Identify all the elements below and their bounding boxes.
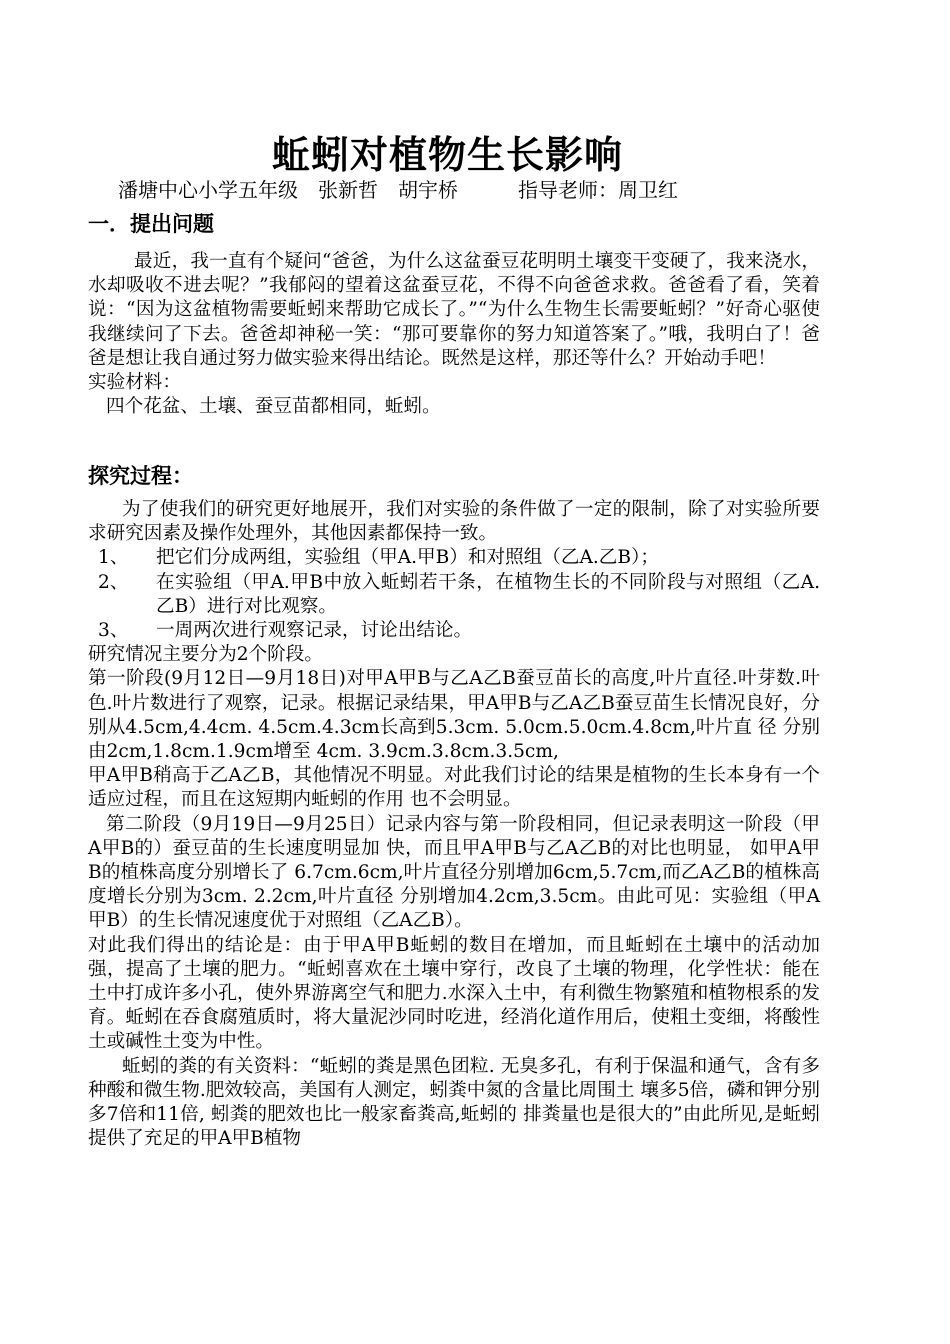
list-item-step-1 [88, 546, 820, 570]
materials-label: 实验材料： [88, 372, 181, 394]
stages-intro: 研究情况主要分为2个阶段。 [88, 644, 323, 666]
list-item-text: 把它们分成两组，实验组（甲A.甲B）和对照组（乙A.乙B）； [156, 547, 659, 569]
intro-paragraph: 最近，我一直有个疑问“爸爸，为什么这盆蚕豆花明明土壤变干变硬了，我来浇水，水却吸收不进去呢？”我郁闷的望着这盆蚕豆花，不得不向爸爸求救。爸爸看了看，笑着说：“因为这盆植物需要蚯蚓来帮助它成长了。”“为什么生物生长需要蚯蚓？”好奇心驱使我继续问了下去。爸爸却神秘一笑：“那可要靠你的努力知道答案了。”哦，我明白了！爸爸是想让我自通过努力做实验来得出结论。既然是这样，那还等什么？开始动手吧！ [88, 251, 820, 369]
list-item-number: 3、 [98, 620, 129, 642]
list-item-text: 一周两次进行观察记录，讨论出结论。 [156, 620, 473, 642]
list-item-text: 在实验组（甲A.甲B中放入蚯蚓若干条，在植物生长的不同阶段与对照组（乙A.乙B）进行对比观察。 [156, 571, 820, 617]
section-heading-ask-question: 一．提出问题 [88, 212, 214, 236]
stage-1-paragraph: 第一阶段(9月12日—9月18日)对甲A甲B与乙A乙B蚕豆苗长的高度,叶片直径.叶芽数.叶色.叶片数进行了观察，记录。根据记录结果，甲A甲B与乙A乙B蚕豆苗生长情况良好，分别从4.5cm,4.4cm. 4.5cm.4.3cm长高到5.3cm. 5.0cm.5.0cm.4.8cm,叶片直 径 分别由2cm,1.8cm.1.9cm增至 4cm. 3.9cm.3.8cm.3.5cm, [88, 668, 820, 763]
section-process-body [88, 498, 820, 1151]
stage-2-paragraph: 第二阶段（9月19日—9月25日）记录内容与第一阶段相同，但记录表明这一阶段（甲A甲B的）蚕豆苗的生长速度明显加 快，而且甲A甲B与乙A乙B的对比也明显， 如甲A甲B的植株高度分别增长了 6.7cm.6cm,叶片直径分别增加6cm,5.7cm,而乙A乙B的植株高 度增长分别为3cm. 2.2cm,叶片直径 分别增加4.2cm,3.5cm。由此可见：实验组（甲A甲B）的生长情况速度优于对照组（乙A乙B）。 [88, 813, 820, 932]
stage-1-result-paragraph: 甲A甲B稍高于乙A乙B，其他情况不明显。对此我们讨论的结果是植物的生长本身有一个适应过程，而且在这短期内蚯蚓的作用 也不会明显。 [88, 765, 820, 811]
page-title: 蚯蚓对植物生长影响 [271, 133, 623, 177]
conclusion-paragraph: 对此我们得出的结论是：由于甲A甲B蚯蚓的数目在增加，而且蚯蚓在土壤中的活动加强，提高了土壤的肥力。“蚯蚓喜欢在土壤中穿行，改良了土壤的物理，化学性状：能在土中打成许多小孔，使外界游离空气和肥力.水深入土中，有利微生物繁殖和植物根系的发育。蚯蚓在吞食腐殖质时，将大量泥沙同时吃进，经消化道作用后，使粗土变细，将酸性土或碱性土变为中性。 [88, 934, 820, 1053]
list-item-step-3 [88, 619, 820, 643]
list-item-step-2 [88, 571, 820, 619]
list-item-number: 2、 [98, 571, 129, 593]
manure-paragraph: 蚯蚓的粪的有关资料：“蚯蚓的粪是黑色团粒. 无臭多孔，有利于保温和通气，含有多种酸和微生物.肥效较高，美国有人测定，蚓粪中氮的含量比周围土 壤多5倍，磷和钾分别多7倍和11倍, 蚓粪的肥效也比一般家畜粪高,蚯蚓的 排粪量也是很大的”由此所见,是蚯蚓提供了充足的甲A甲B植物 [88, 1055, 820, 1150]
list-item-number: 1、 [98, 547, 129, 569]
process-intro-paragraph: 为了使我们的研究更好地展开，我们对实验的条件做了一定的限制，除了对实验所要求研究因素及操作处理外，其他因素都保持一致。 [88, 499, 820, 545]
authors-line: 潘塘中心小学五年级 张新哲 胡宇桥 指导老师：周卫红 [118, 178, 678, 202]
section-ask-question-body [88, 250, 820, 419]
section-heading-process: 探究过程： [88, 464, 193, 488]
materials-text: 四个花盆、土壤、蚕豆苗都相同，蚯蚓。 [106, 396, 441, 418]
